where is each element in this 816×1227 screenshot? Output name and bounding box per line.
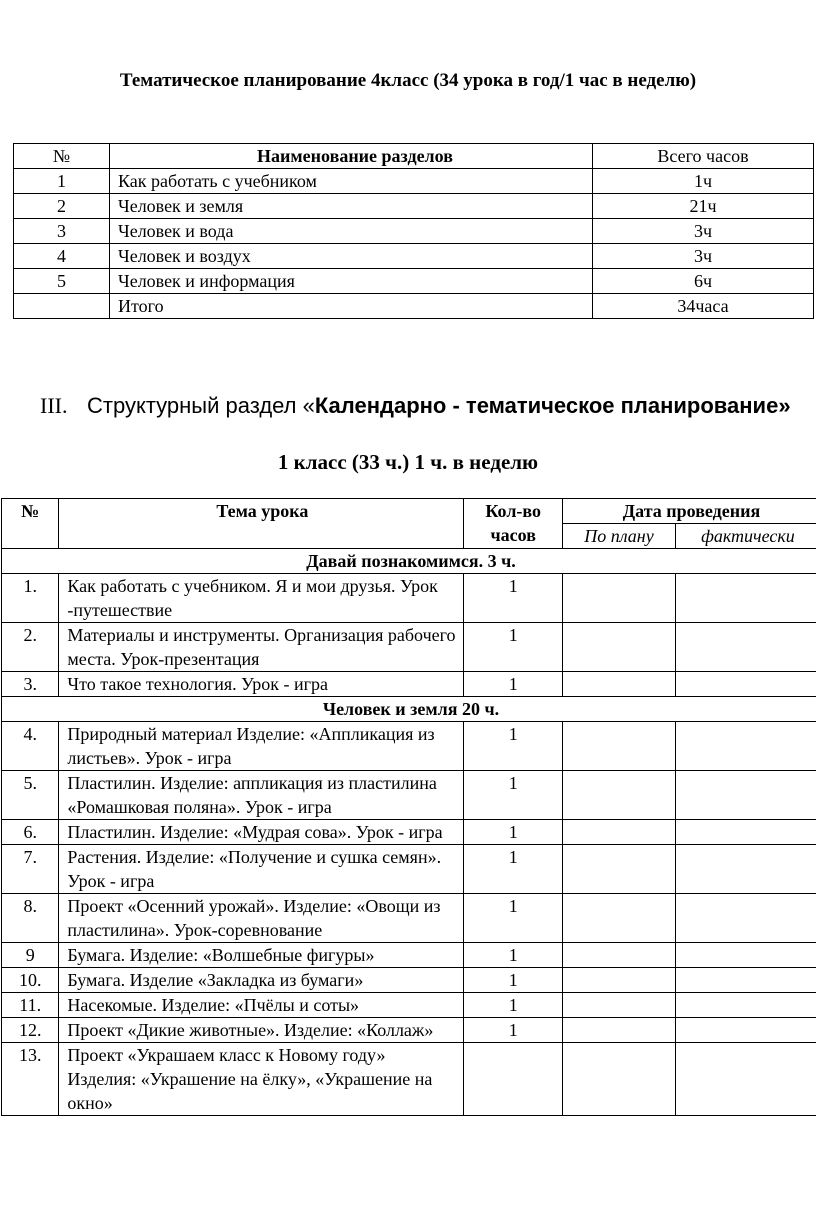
summary-row-num: 2 (14, 194, 110, 219)
lesson-plan-date (563, 820, 676, 845)
lesson-num: 4. (2, 722, 59, 771)
calendar-header-fact: фактически (675, 524, 816, 549)
lesson-count: 1 (464, 722, 563, 771)
calendar-group-row (2, 549, 816, 574)
summary-row-name: Как работать с учебником (110, 169, 593, 194)
calendar-lesson-row (2, 574, 816, 623)
summary-title: Тематическое планирование 4класс (34 урока в год/1 час в неделю) (119, 70, 697, 91)
lesson-num: 7. (2, 845, 59, 894)
calendar-lesson-row (2, 968, 816, 993)
calendar-header-topic: Тема урока (59, 499, 464, 549)
lesson-plan-date (563, 993, 676, 1018)
lesson-topic: Проект «Дикие животные». Изделие: «Коллаж» (59, 1018, 464, 1043)
lesson-num: 5. (2, 771, 59, 820)
summary-row-num: 5 (14, 269, 110, 294)
summary-row-name: Человек и земля (110, 194, 593, 219)
summary-row-name: Человек и информация (110, 269, 593, 294)
calendar-lesson-row (2, 845, 816, 894)
lesson-num: 1. (2, 574, 59, 623)
summary-row-hours: 1ч (593, 169, 814, 194)
lesson-count: 1 (464, 993, 563, 1018)
lesson-num: 3. (2, 672, 59, 697)
section-bold: Календарно - тематическое планирование» (314, 393, 791, 418)
summary-row (14, 244, 814, 269)
lesson-fact-date (675, 943, 816, 968)
lesson-plan-date (563, 845, 676, 894)
calendar-group-title: Человек и земля 20 ч. (2, 697, 816, 722)
summary-header-name: Наименование разделов (110, 144, 593, 169)
lesson-fact-date (675, 845, 816, 894)
section-prefix: Структурный раздел « (87, 393, 315, 418)
summary-row (14, 294, 814, 319)
summary-row (14, 219, 814, 244)
lesson-topic: Что такое технология. Урок - игра (59, 672, 464, 697)
summary-row-name: Человек и вода (110, 219, 593, 244)
summary-row-hours: 3ч (593, 244, 814, 269)
summary-header-num: № (14, 144, 110, 169)
summary-row (14, 269, 814, 294)
calendar-lesson-row (2, 623, 816, 672)
section-roman: III. (40, 393, 68, 418)
lesson-topic: Пластилин. Изделие: аппликация из пластилина «Ромашковая поляна». Урок - игра (59, 771, 464, 820)
lesson-fact-date (675, 993, 816, 1018)
summary-header-hours: Всего часов (593, 144, 814, 169)
lesson-plan-date (563, 968, 676, 993)
lesson-count: 1 (464, 845, 563, 894)
lesson-num: 9 (2, 943, 59, 968)
lesson-topic: Насекомые. Изделие: «Пчёлы и соты» (59, 993, 464, 1018)
calendar-group-title: Давай познакомимся. 3 ч. (2, 549, 816, 574)
lesson-num: 12. (2, 1018, 59, 1043)
calendar-header-num: № (2, 499, 59, 549)
lesson-fact-date (675, 894, 816, 943)
calendar-header-plan: По плану (563, 524, 676, 549)
lesson-plan-date (563, 1043, 676, 1116)
lesson-plan-date (563, 574, 676, 623)
lesson-plan-date (563, 672, 676, 697)
calendar-lesson-row (2, 722, 816, 771)
lesson-count: 1 (464, 771, 563, 820)
summary-row-name: Итого (110, 294, 593, 319)
calendar-title: 1 класс (33 ч.) 1 ч. в неделю (277, 450, 539, 474)
summary-row-name: Человек и воздух (110, 244, 593, 269)
calendar-header-row (2, 499, 816, 524)
summary-table (13, 143, 814, 319)
lesson-fact-date (675, 968, 816, 993)
calendar-lesson-row (2, 1043, 816, 1116)
lesson-count: 1 (464, 672, 563, 697)
lesson-topic: Бумага. Изделие «Закладка из бумаги» (59, 968, 464, 993)
calendar-header-date: Дата проведения (563, 499, 816, 524)
calendar-lesson-row (2, 993, 816, 1018)
calendar-lesson-row (2, 1018, 816, 1043)
lesson-num: 6. (2, 820, 59, 845)
lesson-fact-date (675, 574, 816, 623)
lesson-num: 11. (2, 993, 59, 1018)
lesson-count (464, 1043, 563, 1116)
lesson-plan-date (563, 722, 676, 771)
summary-row-hours: 21ч (593, 194, 814, 219)
lesson-topic: Материалы и инструменты. Организация рабочего места. Урок-презентация (59, 623, 464, 672)
summary-row-hours: 6ч (593, 269, 814, 294)
lesson-num: 10. (2, 968, 59, 993)
lesson-topic: Как работать с учебником. Я и мои друзья. Урок -путешествие (59, 574, 464, 623)
lesson-count: 1 (464, 968, 563, 993)
summary-row-hours: 34часа (593, 294, 814, 319)
lesson-plan-date (563, 1018, 676, 1043)
calendar-lesson-row (2, 771, 816, 820)
lesson-plan-date (563, 771, 676, 820)
lesson-topic: Пластилин. Изделие: «Мудрая сова». Урок - игра (59, 820, 464, 845)
calendar-lesson-row (2, 820, 816, 845)
lesson-topic: Природный материал Изделие: «Аппликация из листьев». Урок - игра (59, 722, 464, 771)
calendar-group-row (2, 697, 816, 722)
summary-row-num: 3 (14, 219, 110, 244)
lesson-fact-date (675, 1043, 816, 1116)
lesson-count: 1 (464, 943, 563, 968)
lesson-count: 1 (464, 820, 563, 845)
section-heading (40, 393, 816, 419)
lesson-count: 1 (464, 623, 563, 672)
summary-row-hours: 3ч (593, 219, 814, 244)
summary-row (14, 169, 814, 194)
lesson-fact-date (675, 672, 816, 697)
lesson-count: 1 (464, 1018, 563, 1043)
lesson-plan-date (563, 894, 676, 943)
lesson-count: 1 (464, 574, 563, 623)
summary-row-num: 1 (14, 169, 110, 194)
summary-header-row (14, 144, 814, 169)
lesson-plan-date (563, 623, 676, 672)
lesson-fact-date (675, 771, 816, 820)
lesson-fact-date (675, 1018, 816, 1043)
lesson-topic: Проект «Осенний урожай». Изделие: «Овощи из пластилина». Урок-соревнование (59, 894, 464, 943)
summary-row-num: 4 (14, 244, 110, 269)
calendar-lesson-row (2, 894, 816, 943)
calendar-table (1, 498, 816, 1116)
lesson-plan-date (563, 943, 676, 968)
calendar-lesson-row (2, 672, 816, 697)
lesson-topic: Растения. Изделие: «Получение и сушка семян». Урок - игра (59, 845, 464, 894)
lesson-fact-date (675, 722, 816, 771)
summary-row (14, 194, 814, 219)
lesson-fact-date (675, 623, 816, 672)
lesson-count: 1 (464, 894, 563, 943)
lesson-num: 2. (2, 623, 59, 672)
lesson-topic: Проект «Украшаем класс к Новому году» Изделия: «Украшение на ёлку», «Украшение на окно» (59, 1043, 464, 1116)
summary-row-num (14, 294, 110, 319)
lesson-fact-date (675, 820, 816, 845)
calendar-header-count: Кол-во часов (464, 499, 563, 549)
lesson-topic: Бумага. Изделие: «Волшебные фигуры» (59, 943, 464, 968)
lesson-num: 13. (2, 1043, 59, 1116)
calendar-lesson-row (2, 943, 816, 968)
lesson-num: 8. (2, 894, 59, 943)
